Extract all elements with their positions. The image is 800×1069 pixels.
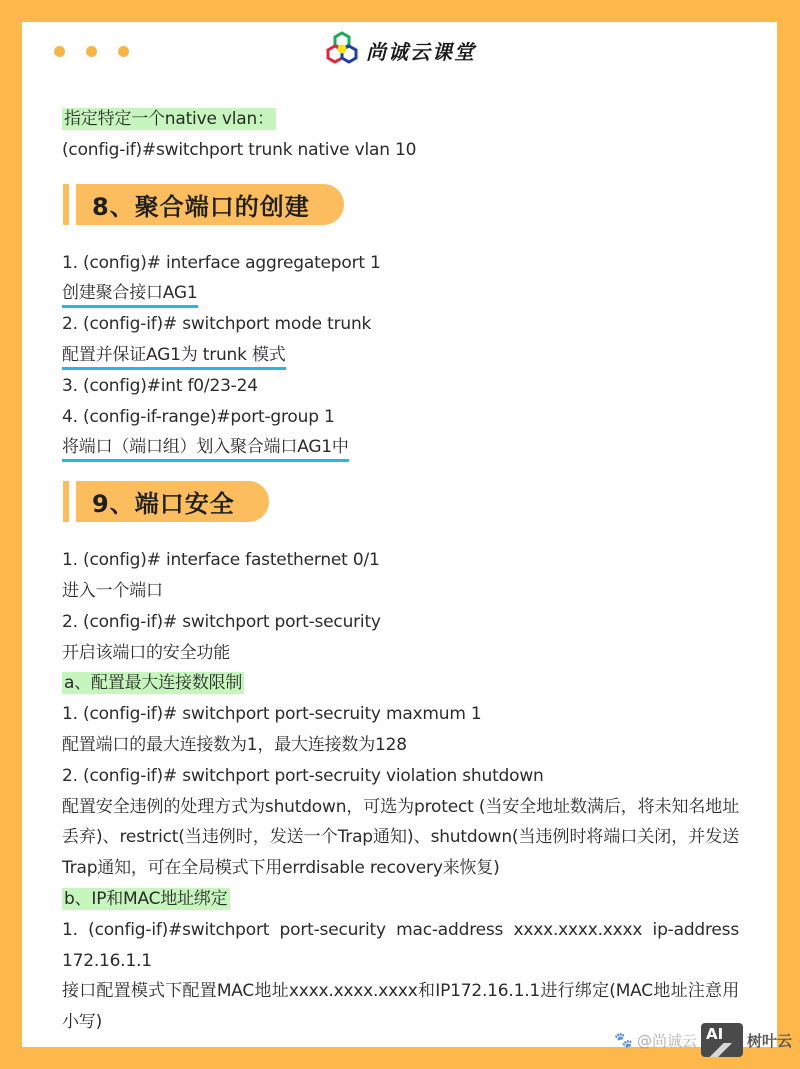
intro-label-line	[62, 104, 739, 135]
command-line: 2. (config-if)# switchport port-security	[62, 611, 381, 632]
brand-header	[324, 32, 476, 68]
section-title: 8、聚合端口的创建	[92, 192, 310, 221]
command-line: 3. (config)#int f0/23-24	[62, 375, 258, 396]
section-8-header	[62, 184, 739, 225]
explanation-line: 配置端口的最大连接数为1，最大连接数为128	[62, 734, 407, 755]
brand-name: 尚诚云课堂	[366, 39, 476, 64]
window-dots	[54, 46, 129, 57]
intro-command: (config-if)#switchport trunk native vlan 10	[62, 139, 417, 160]
command-line: 2. (config-if)# switchport mode trunk	[62, 314, 372, 335]
subheading-line	[62, 668, 739, 699]
explanation-line: 开启该端口的安全功能	[62, 642, 230, 663]
explanation-line	[62, 278, 739, 309]
ai-image-badge-icon	[701, 1023, 743, 1057]
watermark-handle: @尚诚云	[636, 1031, 697, 1050]
subheading-line	[62, 884, 739, 915]
subheading-b: b、IP和MAC地址绑定	[64, 888, 228, 909]
binding-command: 1. (config-if)#switchport port-security mac-address xxxx.xxxx.xxxx ip-address 172.16.1.1	[62, 919, 739, 971]
section-title: 9、端口安全	[92, 490, 235, 519]
command-line: 4. (config-if-range)#port-group 1	[62, 406, 335, 427]
document-body	[62, 104, 739, 1038]
ai-badge-label: AI	[705, 1025, 724, 1043]
explanation-line: 进入一个端口	[62, 580, 163, 601]
section-title-pill	[76, 481, 269, 522]
section-accent-bar	[63, 481, 69, 522]
underlined-note: 创建聚合接口AG1	[62, 281, 198, 308]
explanation-line	[62, 340, 739, 371]
explanation-line	[62, 432, 739, 463]
command-line: 2. (config-if)# switchport port-secruity violation shutdown	[62, 765, 544, 786]
watermark-brand: 树叶云	[746, 1031, 792, 1050]
subheading-a: a、配置最大连接数限制	[64, 673, 243, 694]
window-dot-3	[118, 46, 129, 57]
section-9-header	[62, 481, 739, 522]
underlined-note: 将端口（端口组）划入聚合端口AG1中	[62, 435, 349, 462]
paw-icon: 🐾	[614, 1031, 633, 1049]
window-dot-1	[54, 46, 65, 57]
section-accent-bar	[63, 184, 69, 225]
command-line: 1. (config)# interface aggregateport 1	[62, 252, 381, 273]
command-line: 1. (config-if)# switchport port-secruity maxmum 1	[62, 704, 482, 725]
binding-explanation: 接口配置模式下配置MAC地址xxxx.xxxx.xxxx和IP172.16.1.1进行绑定(MAC地址注意用小写)	[62, 981, 739, 1033]
watermark	[614, 1023, 792, 1057]
hexagon-logo-icon	[324, 30, 360, 70]
intro-label: 指定特定一个native vlan：	[64, 109, 274, 129]
command-line: 1. (config)# interface fastethernet 0/1	[62, 550, 380, 571]
violation-explanation: 配置安全违例的处理方式为shutdown，可选为protect (当安全地址数满后，将未知名地址丢弃)、restrict(当违例时，发送一个Trap通知)、shutdown(当违例时将端口关闭，并发送Trap通知，可在全局模式下用errdisable recovery来恢复)	[62, 796, 739, 879]
content-card	[22, 22, 777, 1047]
section-title-pill	[76, 184, 344, 225]
underlined-note: 配置并保证AG1为 trunk 模式	[62, 343, 286, 370]
window-dot-2	[86, 46, 97, 57]
